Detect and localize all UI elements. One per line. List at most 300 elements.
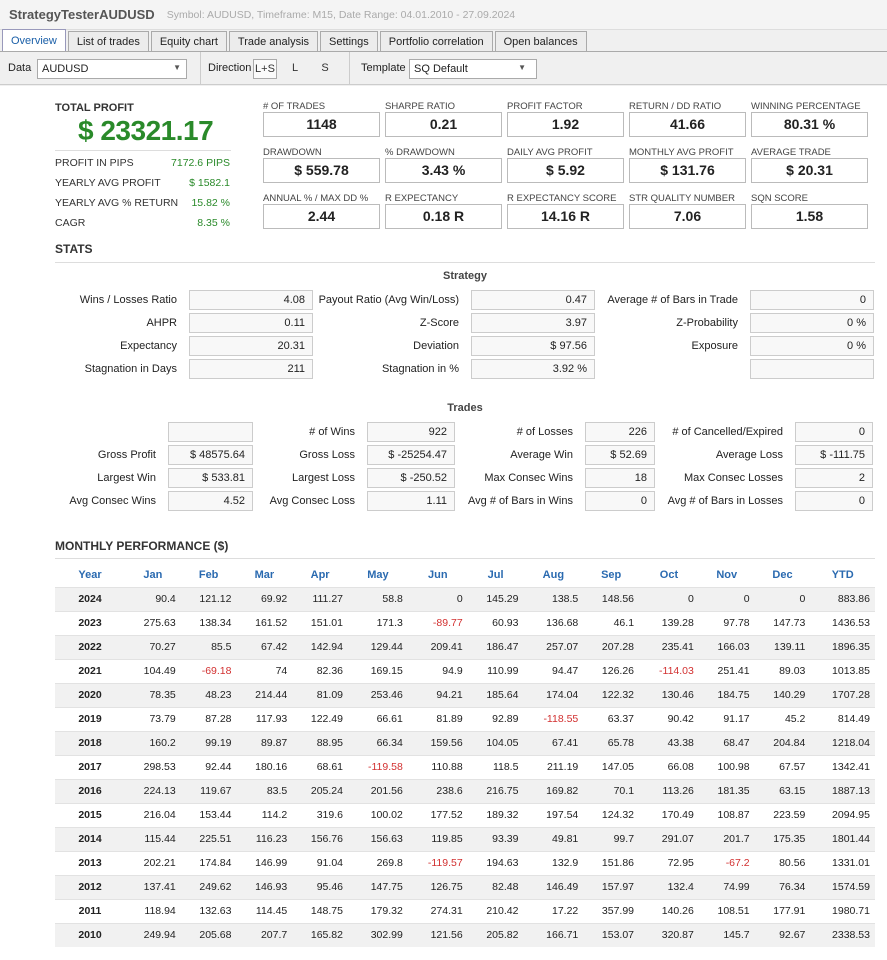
month-cell: 67.42 — [237, 635, 293, 659]
column-header[interactable]: Mar — [254, 568, 275, 581]
month-cell: 147.05 — [583, 755, 639, 779]
stat-value: 0 % — [750, 313, 874, 333]
year-cell: 2011 — [55, 899, 125, 923]
tab-open-balances[interactable]: Open balances — [495, 31, 587, 51]
year-cell: 2010 — [55, 923, 125, 947]
month-cell: 207.28 — [583, 635, 639, 659]
trade-label: Average Loss — [715, 449, 783, 461]
month-cell: 70.1 — [583, 779, 639, 803]
month-cell: 48.23 — [181, 683, 237, 707]
month-cell: 58.8 — [348, 587, 408, 611]
month-cell: 357.99 — [583, 899, 639, 923]
trade-value: 922 — [367, 422, 455, 442]
month-cell: 160.2 — [125, 731, 181, 755]
cagr-label: CAGR — [55, 217, 86, 229]
month-cell: 113.26 — [639, 779, 699, 803]
month-cell: 156.76 — [292, 827, 348, 851]
ytd-cell: 1218.04 — [810, 731, 875, 755]
month-cell: 88.95 — [292, 731, 348, 755]
year-cell: 2022 — [55, 635, 125, 659]
month-cell: 151.01 — [292, 611, 348, 635]
month-cell: 216.75 — [468, 779, 524, 803]
month-cell: 67.41 — [523, 731, 583, 755]
month-cell: 156.63 — [348, 827, 408, 851]
month-cell: 148.56 — [583, 587, 639, 611]
stat-label: Stagnation in % — [381, 363, 459, 375]
trade-value: 1.11 — [367, 491, 455, 511]
month-cell: 66.61 — [348, 707, 408, 731]
stat-label: Z-Probability — [676, 317, 738, 329]
metric-value: 1.92 — [507, 112, 624, 137]
template-select[interactable] — [409, 59, 537, 79]
stat-label: Stagnation in Days — [84, 363, 177, 375]
table-row[interactable] — [55, 851, 875, 875]
month-cell: 126.26 — [583, 659, 639, 683]
month-cell: 90.42 — [639, 707, 699, 731]
month-cell: 275.63 — [125, 611, 181, 635]
month-cell: 45.2 — [755, 707, 811, 731]
month-cell: 171.3 — [348, 611, 408, 635]
month-cell: 114.2 — [237, 803, 293, 827]
year-cell: 2013 — [55, 851, 125, 875]
year-cell: 2015 — [55, 803, 125, 827]
trade-label: # of Wins — [309, 426, 355, 438]
divider — [55, 558, 875, 559]
month-cell: 110.88 — [408, 755, 468, 779]
stat-label: AHPR — [146, 317, 177, 329]
month-cell: 97.78 — [699, 611, 755, 635]
month-cell: 148.75 — [292, 899, 348, 923]
month-cell: 201.7 — [699, 827, 755, 851]
month-cell: 89.87 — [237, 731, 293, 755]
stat-value: 0.11 — [189, 313, 313, 333]
month-cell: 118.5 — [468, 755, 524, 779]
window-subtitle: Symbol: AUDUSD, Timeframe: M15, Date Range: 04.01.2010 - 27.09.2024 — [166, 8, 516, 21]
tab-portfolio-correlation[interactable]: Portfolio correlation — [380, 31, 493, 51]
month-cell: 269.8 — [348, 851, 408, 875]
column-header[interactable]: Jun — [427, 568, 448, 581]
month-cell: 119.85 — [408, 827, 468, 851]
metric-label: # OF TRADES — [263, 101, 326, 112]
month-cell: 115.44 — [125, 827, 181, 851]
month-cell: 153.07 — [583, 923, 639, 947]
strategy-section-title: Strategy — [442, 270, 488, 282]
month-cell: 81.09 — [292, 683, 348, 707]
month-cell: 197.54 — [523, 803, 583, 827]
month-cell: 95.46 — [292, 875, 348, 899]
divider — [55, 150, 231, 151]
month-cell: 46.1 — [583, 611, 639, 635]
tab-trade-analysis[interactable]: Trade analysis — [229, 31, 318, 51]
month-cell: 87.28 — [181, 707, 237, 731]
stat-label: Expectancy — [120, 340, 177, 352]
month-cell: 235.41 — [639, 635, 699, 659]
year-cell: 2016 — [55, 779, 125, 803]
metric-value: 0.18 R — [385, 204, 502, 229]
table-row[interactable] — [55, 755, 875, 779]
ytd-cell: 814.49 — [810, 707, 875, 731]
metric-label: PROFIT FACTOR — [507, 101, 583, 112]
metric-value: $ 559.78 — [263, 158, 380, 183]
stats-title: STATS — [55, 242, 93, 256]
month-cell: 92.44 — [181, 755, 237, 779]
ytd-cell: 1342.41 — [810, 755, 875, 779]
trade-label: Gross Profit — [97, 449, 156, 461]
month-cell: 210.42 — [468, 899, 524, 923]
column-header[interactable]: Aug — [542, 568, 565, 581]
month-cell: 142.94 — [292, 635, 348, 659]
metric-label: AVERAGE TRADE — [751, 147, 831, 158]
table-row[interactable] — [55, 587, 875, 611]
table-row[interactable] — [55, 611, 875, 635]
direction-long-short-button[interactable]: L+S — [253, 59, 277, 79]
stat-value: 0 — [750, 290, 874, 310]
month-cell: 138.34 — [181, 611, 237, 635]
metric-value: 1.58 — [751, 204, 868, 229]
trade-label: Avg Consec Wins — [69, 495, 156, 507]
ytd-cell: 1574.59 — [810, 875, 875, 899]
monthly-performance-body — [55, 587, 875, 947]
month-cell: 81.89 — [408, 707, 468, 731]
metric-label: R EXPECTANCY — [385, 193, 459, 204]
month-cell: 211.19 — [523, 755, 583, 779]
metric-value: 41.66 — [629, 112, 746, 137]
table-row[interactable] — [55, 875, 875, 899]
month-cell: 69.92 — [237, 587, 293, 611]
table-row[interactable] — [55, 779, 875, 803]
trade-value: $ 533.81 — [168, 468, 253, 488]
table-row[interactable] — [55, 659, 875, 683]
table-row[interactable] — [55, 827, 875, 851]
column-header[interactable]: Dec — [772, 568, 793, 581]
data-select-value: AUDUSD — [42, 63, 89, 75]
month-cell: 67.57 — [755, 755, 811, 779]
tab-bar — [0, 30, 887, 52]
window-title: StrategyTesterAUDUSD — [9, 7, 155, 22]
ytd-cell: 1980.71 — [810, 899, 875, 923]
month-cell: 146.93 — [237, 875, 293, 899]
month-cell: 202.21 — [125, 851, 181, 875]
month-cell: 302.99 — [348, 923, 408, 947]
month-cell: 117.93 — [237, 707, 293, 731]
trade-value: $ 52.69 — [585, 445, 655, 465]
month-cell: 224.13 — [125, 779, 181, 803]
month-cell: 205.82 — [468, 923, 524, 947]
yearly-avg-profit-value: $ 1582.1 — [189, 177, 230, 189]
month-cell: 147.75 — [348, 875, 408, 899]
month-cell: 153.44 — [181, 803, 237, 827]
month-cell: 124.32 — [583, 803, 639, 827]
month-cell: 186.47 — [468, 635, 524, 659]
direction-label: Direction — [208, 62, 252, 74]
column-header[interactable]: Sep — [601, 568, 622, 581]
month-cell: 216.04 — [125, 803, 181, 827]
tab-list-of-trades[interactable]: List of trades — [68, 31, 149, 51]
month-cell: 74.99 — [699, 875, 755, 899]
metric-value: 1148 — [263, 112, 380, 137]
year-cell: 2012 — [55, 875, 125, 899]
template-label: Template — [361, 62, 406, 74]
column-header[interactable]: Nov — [716, 568, 738, 581]
month-cell: -119.58 — [348, 755, 408, 779]
trade-value: 0 — [585, 491, 655, 511]
tab-settings[interactable]: Settings — [320, 31, 378, 51]
table-row[interactable] — [55, 923, 875, 947]
month-cell: 108.51 — [699, 899, 755, 923]
overview-panel — [0, 86, 887, 960]
month-cell: 166.71 — [523, 923, 583, 947]
metric-label: STR QUALITY NUMBER — [629, 193, 735, 204]
total-profit-value: $ 23321.17 — [78, 115, 214, 146]
month-cell: 157.97 — [583, 875, 639, 899]
table-row[interactable] — [55, 707, 875, 731]
month-cell: 169.82 — [523, 779, 583, 803]
trade-label: Avg # of Bars in Losses — [667, 495, 783, 507]
month-cell: 92.89 — [468, 707, 524, 731]
month-cell: 94.9 — [408, 659, 468, 683]
month-cell: 111.27 — [292, 587, 348, 611]
month-cell: 146.99 — [237, 851, 293, 875]
ytd-cell: 1896.35 — [810, 635, 875, 659]
month-cell: 110.99 — [468, 659, 524, 683]
column-header[interactable]: May — [367, 568, 389, 581]
trade-value: 2 — [795, 468, 873, 488]
column-header[interactable]: Jul — [487, 568, 504, 581]
year-cell: 2021 — [55, 659, 125, 683]
month-cell: 100.98 — [699, 755, 755, 779]
month-cell: 66.34 — [348, 731, 408, 755]
month-cell: 249.62 — [181, 875, 237, 899]
month-cell: 43.38 — [639, 731, 699, 755]
metric-value: 80.31 % — [751, 112, 868, 137]
month-cell: 91.04 — [292, 851, 348, 875]
metric-value: 2.44 — [263, 204, 380, 229]
month-cell: 179.32 — [348, 899, 408, 923]
trade-value: 226 — [585, 422, 655, 442]
data-label: Data — [8, 62, 32, 74]
month-cell: 122.32 — [583, 683, 639, 707]
month-cell: 99.19 — [181, 731, 237, 755]
year-cell: 2020 — [55, 683, 125, 707]
monthly-performance-title: MONTHLY PERFORMANCE ($) — [55, 539, 229, 553]
stat-value: 211 — [189, 359, 313, 379]
trade-value: $ 48575.64 — [168, 445, 253, 465]
month-cell: 82.36 — [292, 659, 348, 683]
metric-label: R EXPECTANCY SCORE — [507, 193, 617, 204]
month-cell: 249.94 — [125, 923, 181, 947]
month-cell: 185.64 — [468, 683, 524, 707]
month-cell: 82.48 — [468, 875, 524, 899]
month-cell: 116.23 — [237, 827, 293, 851]
month-cell: 17.22 — [523, 899, 583, 923]
column-header[interactable]: Jan — [143, 568, 163, 581]
table-row[interactable] — [55, 683, 875, 707]
column-header[interactable]: Year — [78, 568, 102, 581]
profit-in-pips-label: PROFIT IN PIPS — [55, 157, 134, 169]
month-cell: 0 — [755, 587, 811, 611]
trade-value: $ -25254.47 — [367, 445, 455, 465]
table-row[interactable] — [55, 899, 875, 923]
month-cell: 130.46 — [639, 683, 699, 707]
month-cell: 207.7 — [237, 923, 293, 947]
stat-label: Deviation — [413, 340, 459, 352]
month-cell: 104.05 — [468, 731, 524, 755]
year-cell: 2018 — [55, 731, 125, 755]
metric-label: % DRAWDOWN — [385, 147, 455, 158]
year-cell: 2023 — [55, 611, 125, 635]
metric-label: RETURN / DD RATIO — [629, 101, 722, 112]
ytd-cell: 1436.53 — [810, 611, 875, 635]
stat-label: Z-Score — [419, 317, 459, 329]
month-cell: 139.11 — [755, 635, 811, 659]
direction-short-button[interactable]: S — [321, 62, 329, 74]
month-cell: 174.84 — [181, 851, 237, 875]
month-cell: 251.41 — [699, 659, 755, 683]
metric-value: $ 131.76 — [629, 158, 746, 183]
month-cell: 165.82 — [292, 923, 348, 947]
month-cell: 147.73 — [755, 611, 811, 635]
trade-label: # of Losses — [516, 426, 573, 438]
trade-label: Largest Loss — [292, 472, 355, 484]
trade-label: Max Consec Losses — [683, 472, 783, 484]
month-cell: 225.51 — [181, 827, 237, 851]
month-cell: 63.37 — [583, 707, 639, 731]
month-cell: 140.26 — [639, 899, 699, 923]
month-cell: 319.6 — [292, 803, 348, 827]
month-cell: 204.84 — [755, 731, 811, 755]
profit-in-pips-value: 7172.6 PIPS — [171, 157, 230, 169]
trade-label: # of Cancelled/Expired — [672, 426, 783, 438]
ytd-cell: 1707.28 — [810, 683, 875, 707]
chevron-down-icon: ▼ — [518, 63, 526, 72]
stat-value: 3.92 % — [471, 359, 595, 379]
tab-overview[interactable]: Overview — [2, 29, 66, 51]
month-cell: 92.67 — [755, 923, 811, 947]
month-cell: 223.59 — [755, 803, 811, 827]
year-cell: 2014 — [55, 827, 125, 851]
month-cell: 151.86 — [583, 851, 639, 875]
month-cell: 180.16 — [237, 755, 293, 779]
month-cell: 170.49 — [639, 803, 699, 827]
trade-value: $ -250.52 — [367, 468, 455, 488]
trade-label: Max Consec Wins — [484, 472, 573, 484]
month-cell: 70.27 — [125, 635, 181, 659]
month-cell: 174.04 — [523, 683, 583, 707]
month-cell: 189.32 — [468, 803, 524, 827]
toolbar — [0, 52, 887, 85]
month-cell: 166.03 — [699, 635, 755, 659]
table-row[interactable] — [55, 635, 875, 659]
tab-equity-chart[interactable]: Equity chart — [151, 31, 227, 51]
month-cell: 118.94 — [125, 899, 181, 923]
yearly-avg-return-value: 15.82 % — [191, 197, 230, 209]
metric-value: 0.21 — [385, 112, 502, 137]
divider — [55, 262, 875, 263]
data-select[interactable] — [37, 59, 187, 79]
month-cell: -119.57 — [408, 851, 468, 875]
direction-long-button[interactable]: L — [291, 62, 299, 74]
stat-value-empty — [750, 359, 874, 379]
month-cell: 74 — [237, 659, 293, 683]
stat-label: Wins / Losses Ratio — [79, 294, 177, 306]
stat-value: 3.97 — [471, 313, 595, 333]
metric-label: WINNING PERCENTAGE — [751, 101, 861, 112]
ytd-cell: 2338.53 — [810, 923, 875, 947]
month-cell: 94.47 — [523, 659, 583, 683]
metric-value: 14.16 R — [507, 204, 624, 229]
stat-label: Payout Ratio (Avg Win/Loss) — [318, 294, 459, 306]
month-cell: 145.29 — [468, 587, 524, 611]
table-row[interactable] — [55, 803, 875, 827]
stat-label: Average # of Bars in Trade — [607, 294, 738, 306]
cagr-value: 8.35 % — [197, 217, 230, 229]
ytd-cell: 1801.44 — [810, 827, 875, 851]
metric-value: 3.43 % — [385, 158, 502, 183]
stat-value: 4.08 — [189, 290, 313, 310]
table-row[interactable] — [55, 731, 875, 755]
month-cell: 73.79 — [125, 707, 181, 731]
month-cell: 137.41 — [125, 875, 181, 899]
month-cell: 114.45 — [237, 899, 293, 923]
month-cell: 181.35 — [699, 779, 755, 803]
month-cell: 0 — [699, 587, 755, 611]
month-cell: 126.75 — [408, 875, 468, 899]
month-cell: 132.4 — [639, 875, 699, 899]
trade-value: $ -111.75 — [795, 445, 873, 465]
month-cell: 177.91 — [755, 899, 811, 923]
month-cell: 140.29 — [755, 683, 811, 707]
year-cell: 2019 — [55, 707, 125, 731]
month-cell: 78.35 — [125, 683, 181, 707]
month-cell: 60.93 — [468, 611, 524, 635]
month-cell: 146.49 — [523, 875, 583, 899]
column-header[interactable]: Oct — [659, 568, 679, 581]
month-cell: 257.07 — [523, 635, 583, 659]
column-header[interactable]: Apr — [310, 568, 330, 581]
month-cell: 68.47 — [699, 731, 755, 755]
trades-section-title: Trades — [447, 402, 483, 414]
month-cell: 68.61 — [292, 755, 348, 779]
month-cell: 80.56 — [755, 851, 811, 875]
month-cell: 63.15 — [755, 779, 811, 803]
table-header-row — [55, 563, 875, 587]
month-cell: 66.08 — [639, 755, 699, 779]
ytd-cell: 1331.01 — [810, 851, 875, 875]
month-cell: 83.5 — [237, 779, 293, 803]
metric-label: SQN SCORE — [751, 193, 809, 204]
column-header[interactable]: Feb — [198, 568, 219, 581]
metric-value: $ 20.31 — [751, 158, 868, 183]
title-bar — [0, 0, 887, 30]
yearly-avg-return-label: YEARLY AVG % RETURN — [55, 197, 179, 209]
trade-value: 18 — [585, 468, 655, 488]
year-cell: 2024 — [55, 587, 125, 611]
metric-label: DRAWDOWN — [263, 147, 322, 158]
month-cell: 205.68 — [181, 923, 237, 947]
yearly-avg-profit-label: YEARLY AVG PROFIT — [55, 177, 161, 189]
stat-value: $ 97.56 — [471, 336, 595, 356]
trade-label: Avg Consec Loss — [269, 495, 355, 507]
month-cell: -114.03 — [639, 659, 699, 683]
stat-value: 0.47 — [471, 290, 595, 310]
metric-label: SHARPE RATIO — [385, 101, 456, 112]
month-cell: -118.55 — [523, 707, 583, 731]
column-header[interactable]: YTD — [831, 568, 854, 581]
month-cell: 91.17 — [699, 707, 755, 731]
total-profit-label: TOTAL PROFIT — [55, 102, 134, 114]
stat-value: 20.31 — [189, 336, 313, 356]
trade-value: 4.52 — [168, 491, 253, 511]
